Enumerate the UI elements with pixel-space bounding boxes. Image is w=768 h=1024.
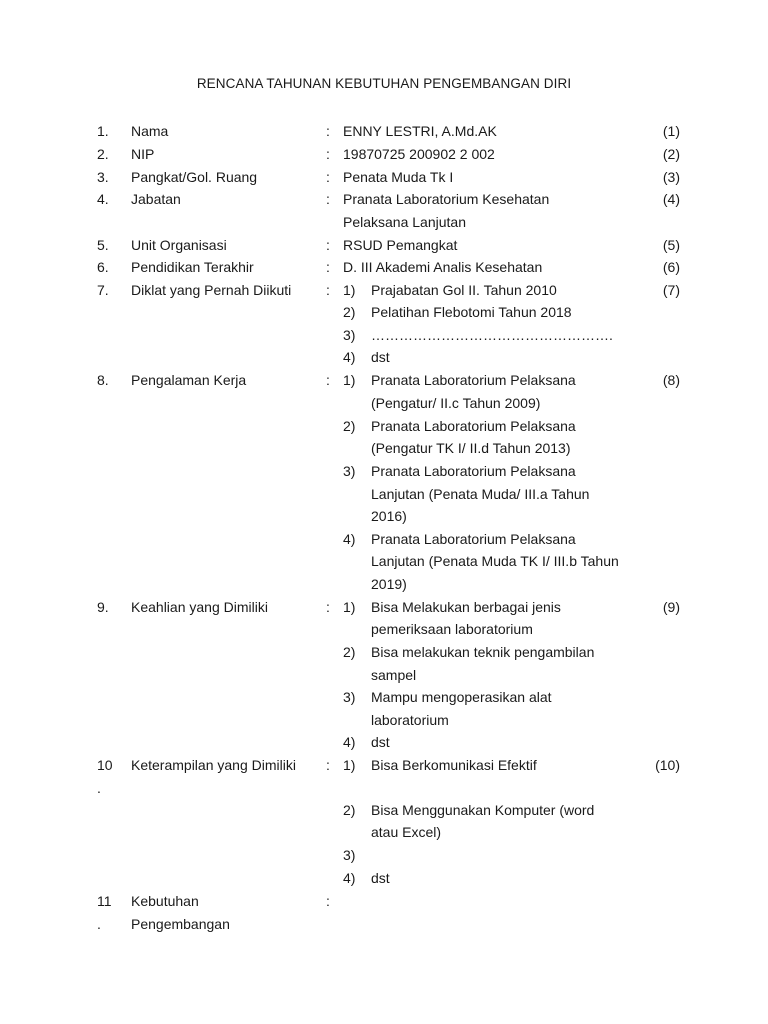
row-7-number: 7. <box>97 282 109 298</box>
row-8-item-2-text: Pranata Laboratorium Pelaksana <box>371 418 576 434</box>
row-8-item-4-text-3: 2019) <box>371 576 407 592</box>
row-11-label: Kebutuhan <box>131 893 199 909</box>
row-2-label: NIP <box>131 146 155 162</box>
row-2-value: 19870725 200902 2 002 <box>343 146 495 162</box>
document-title: RENCANA TAHUNAN KEBUTUHAN PENGEMBANGAN DIRI <box>196 76 572 91</box>
row-3-label: Pangkat/Gol. Ruang <box>131 169 258 185</box>
row-10-label: Keterampilan yang Dimiliki <box>131 757 296 773</box>
row-10-number: 10 <box>97 757 113 773</box>
row-9-item-3-text-2: laboratorium <box>371 712 449 728</box>
row-7-item-3-text: ……………………………………………. <box>371 327 613 343</box>
row-10-item-2-number: 2) <box>343 802 356 818</box>
row-5-value: RSUD Pemangkat <box>343 237 458 253</box>
row-9-item-2-text: Bisa melakukan teknik pengambilan <box>371 644 595 660</box>
row-5-label: Unit Organisasi <box>131 237 227 253</box>
row-9-item-2-number: 2) <box>343 644 356 660</box>
row-1-label: Nama <box>131 123 169 139</box>
row-1-value: ENNY LESTRI, A.Md.AK <box>343 123 497 139</box>
row-11-colon: : <box>326 893 330 909</box>
row-4-number: 4. <box>97 191 109 207</box>
row-2-colon: : <box>326 146 330 162</box>
row-6-value: D. III Akademi Analis Kesehatan <box>343 259 543 275</box>
row-8-item-1-number: 1) <box>343 372 356 388</box>
row-8-item-3-text-2: Lanjutan (Penata Muda/ III.a Tahun <box>371 486 590 502</box>
row-3-colon: : <box>326 169 330 185</box>
row-7-item-3-number: 3) <box>343 327 356 343</box>
row-10-code: (10) <box>655 757 680 773</box>
row-8-item-4-text-2: Lanjutan (Penata Muda TK I/ III.b Tahun <box>371 553 619 569</box>
row-8-item-4-text: Pranata Laboratorium Pelaksana <box>371 531 576 547</box>
row-9-item-3-text: Mampu mengoperasikan alat <box>371 689 552 705</box>
row-5-code: (5) <box>662 237 680 253</box>
row-7-item-4-number: 4) <box>343 349 356 365</box>
row-8-item-2-number: 2) <box>343 418 356 434</box>
row-4-value-line-2: Pelaksana Lanjutan <box>343 214 466 230</box>
row-10-colon: : <box>326 757 330 773</box>
row-3-value: Penata Muda Tk I <box>343 169 454 185</box>
row-10-item-2-text: Bisa Menggunakan Komputer (word <box>371 802 595 818</box>
row-8-item-1-text: Pranata Laboratorium Pelaksana <box>371 372 576 388</box>
row-8-code: (8) <box>662 372 680 388</box>
row-8-item-3-text: Pranata Laboratorium Pelaksana <box>371 463 576 479</box>
row-9-number: 9. <box>97 599 109 615</box>
row-9-item-1-text-2: pemeriksaan laboratorium <box>371 621 533 637</box>
row-10-item-1-number: 1) <box>343 757 356 773</box>
row-8-item-2-text-2: (Pengatur TK I/ II.d Tahun 2013) <box>371 440 571 456</box>
row-9-colon: : <box>326 599 330 615</box>
row-7-item-1-text: Prajabatan Gol II. Tahun 2010 <box>371 282 557 298</box>
row-8-item-1-text-2: (Pengatur/ II.c Tahun 2009) <box>371 395 541 411</box>
row-2-code: (2) <box>662 146 680 162</box>
row-10-item-1-text: Bisa Berkomunikasi Efektif <box>371 757 537 773</box>
row-10-item-2-text-2: atau Excel) <box>371 824 442 840</box>
row-10-item-3-number: 3) <box>343 847 356 863</box>
row-3-code: (3) <box>662 169 680 185</box>
row-11-number-dot: . <box>97 916 101 932</box>
row-3-number: 3. <box>97 169 109 185</box>
row-6-label: Pendidikan Terakhir <box>131 259 254 275</box>
row-10-number-dot: . <box>97 780 101 796</box>
row-2-number: 2. <box>97 146 109 162</box>
row-7-label: Diklat yang Pernah Diikuti <box>131 282 292 298</box>
row-5-number: 5. <box>97 237 109 253</box>
row-1-code: (1) <box>662 123 680 139</box>
row-9-item-1-text: Bisa Melakukan berbagai jenis <box>371 599 561 615</box>
row-6-code: (6) <box>662 259 680 275</box>
row-7-item-2-text: Pelatihan Flebotomi Tahun 2018 <box>371 304 572 320</box>
row-8-item-4-number: 4) <box>343 531 356 547</box>
row-9-item-2-text-2: sampel <box>371 667 417 683</box>
row-9-label: Keahlian yang Dimiliki <box>131 599 268 615</box>
row-7-item-4-text: dst <box>371 349 390 365</box>
row-9-code: (9) <box>662 599 680 615</box>
row-8-number: 8. <box>97 372 109 388</box>
row-7-code: (7) <box>662 282 680 298</box>
row-9-item-4-number: 4) <box>343 734 356 750</box>
row-8-item-3-number: 3) <box>343 463 356 479</box>
row-7-item-2-number: 2) <box>343 304 356 320</box>
row-11-label-line-2: Pengembangan <box>131 916 230 932</box>
row-10-item-4-text: dst <box>371 870 390 886</box>
row-4-label: Jabatan <box>131 191 181 207</box>
row-8-colon: : <box>326 372 330 388</box>
row-4-colon: : <box>326 191 330 207</box>
row-7-item-1-number: 1) <box>343 282 356 298</box>
row-7-colon: : <box>326 282 330 298</box>
row-9-item-3-number: 3) <box>343 689 356 705</box>
row-1-colon: : <box>326 123 330 139</box>
row-5-colon: : <box>326 237 330 253</box>
row-6-number: 6. <box>97 259 109 275</box>
row-9-item-1-number: 1) <box>343 599 356 615</box>
row-8-item-3-text-3: 2016) <box>371 508 407 524</box>
row-8-label: Pengalaman Kerja <box>131 372 247 388</box>
row-6-colon: : <box>326 259 330 275</box>
row-9-item-4-text: dst <box>371 734 390 750</box>
row-4-code: (4) <box>662 191 680 207</box>
row-4-value: Pranata Laboratorium Kesehatan <box>343 191 550 207</box>
row-11-number: 11 <box>97 893 112 909</box>
row-1-number: 1. <box>97 123 109 139</box>
row-10-item-4-number: 4) <box>343 870 356 886</box>
